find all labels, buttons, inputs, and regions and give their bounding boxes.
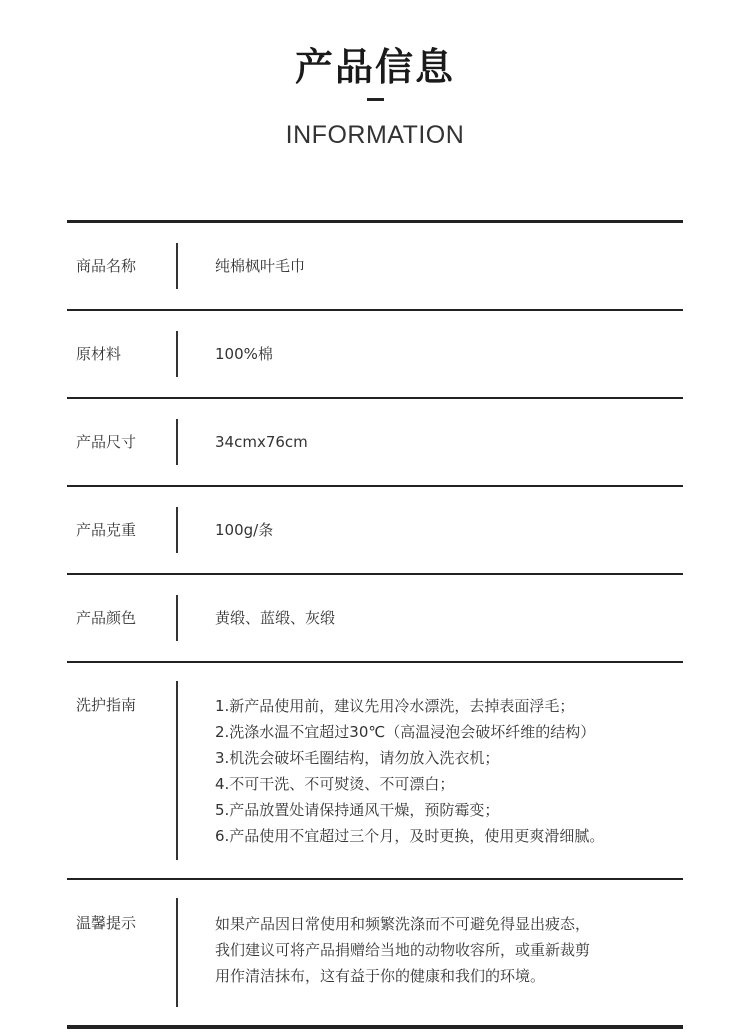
column-divider <box>176 419 178 465</box>
table-row <box>67 311 683 399</box>
care-line: 6.产品使用不宜超过三个月，及时更换，使用更爽滑细腻。 <box>215 827 605 845</box>
tip-line: 我们建议可将产品捐赠给当地的动物收容所，或重新裁剪 <box>215 941 591 959</box>
column-divider <box>176 595 178 641</box>
row-label: 产品颜色 <box>76 609 137 627</box>
row-label: 商品名称 <box>76 257 137 275</box>
row-label: 原材料 <box>76 345 122 363</box>
care-line: 3.机洗会破坏毛圈结构，请勿放入洗衣机； <box>215 749 500 767</box>
row-label: 洗护指南 <box>76 696 137 714</box>
row-value: 100%棉 <box>215 345 273 363</box>
tip-line: 用作清洁抹布，这有益于你的健康和我们的环境。 <box>215 967 546 985</box>
table-row <box>67 575 683 663</box>
column-divider <box>176 898 178 1007</box>
care-line: 2.洗涤水温不宜超过30℃（高温浸泡会破坏纤维的结构） <box>215 723 596 741</box>
page-title: 产品信息 <box>294 45 455 89</box>
care-line: 1.新产品使用前，建议先用冷水漂洗，去掉表面浮毛； <box>215 697 575 715</box>
table-row-care <box>67 663 683 880</box>
page-subtitle: INFORMATION <box>285 121 465 149</box>
column-divider <box>176 681 178 860</box>
row-value: 100g/条 <box>215 521 274 539</box>
column-divider <box>176 243 178 289</box>
title-divider <box>367 98 384 101</box>
row-value: 34cmx76cm <box>215 433 308 451</box>
row-label: 产品尺寸 <box>76 433 137 451</box>
table-row <box>67 399 683 487</box>
table-row <box>67 223 683 311</box>
tip-line: 如果产品因日常使用和频繁洗涤而不可避免得显出疲态， <box>215 915 591 933</box>
column-divider <box>176 507 178 553</box>
table-row-tip <box>67 880 683 1025</box>
row-label: 温馨提示 <box>76 914 137 932</box>
row-value: 黄缎、蓝缎、灰缎 <box>215 609 336 627</box>
info-table <box>67 220 683 1029</box>
row-label: 产品克重 <box>76 521 137 539</box>
care-line: 5.产品放置处请保持通风干燥，预防霉变； <box>215 801 500 819</box>
column-divider <box>176 331 178 377</box>
table-row <box>67 487 683 575</box>
row-value: 纯棉枫叶毛巾 <box>215 257 306 275</box>
care-line: 4.不可干洗、不可熨烫、不可漂白； <box>215 775 455 793</box>
care-instructions <box>215 693 604 849</box>
tip-text <box>215 911 590 989</box>
